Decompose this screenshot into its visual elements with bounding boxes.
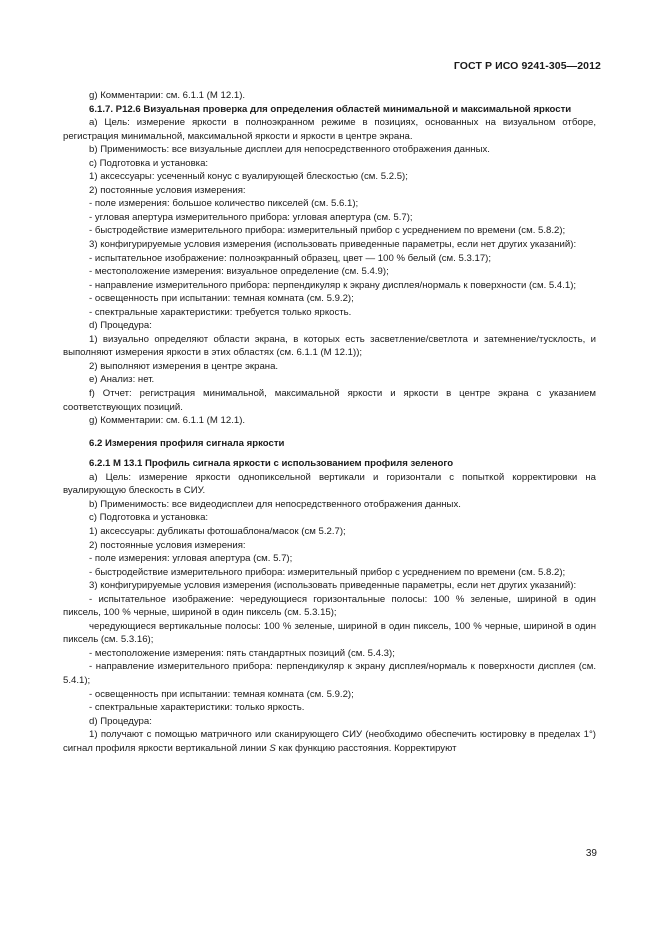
paragraph: 3) конфигурируемые условия измерения (использовать приведенные параметры, если нет других указаний):	[89, 580, 577, 592]
text-run: как функцию расстояния. Корректируют	[275, 742, 457, 754]
paragraph: 2) выполняют измерения в центре экрана.	[89, 360, 279, 372]
subsection-heading: 6.2.1 М 13.1 Профиль сигнала яркости с использованием профиля зеленого	[89, 458, 454, 470]
paragraph: - испытательное изображение: чередующиеся горизонтальные полосы: 100 % зеленые, шириной в один пиксель, 100 % черные, шириной в один пиксель (см. 5.3.15);	[63, 593, 596, 619]
paragraph: c) Подготовка и установка:	[89, 157, 209, 169]
paragraph: e) Анализ: нет.	[89, 374, 155, 386]
paragraph: - быстродействие измерительного прибора: измерительный прибор с усреднением по времени (см. 5.8.2);	[89, 225, 566, 237]
paragraph: - поле измерения: угловая апертура (см. 5.7);	[89, 553, 293, 565]
paragraph: - быстродействие измерительного прибора: измерительный прибор с усреднением по времени (см. 5.8.2);	[89, 566, 566, 578]
paragraph: чередующиеся вертикальные полосы: 100 % зеленые, шириной в один пиксель, 100 % черные, шириной в один пиксель (см. 5.3.16);	[63, 620, 596, 646]
paragraph: d) Процедура:	[89, 320, 152, 332]
paragraph	[63, 728, 596, 755]
paragraph: a) Цель: измерение яркости однопиксельной вертикали и горизонтали с попыткой корректировки на вуалирующую блескость в СИУ.	[63, 471, 596, 497]
paragraph: 3) конфигурируемые условия измерения (использовать приведенные параметры, если нет других указаний):	[89, 239, 577, 251]
paragraph: b) Применимость: все видеодисплеи для непосредственного отображения данных.	[89, 498, 461, 510]
paragraph: 1) аксессуары: дубликаты фотошаблона/масок (см 5.2.7);	[89, 525, 346, 537]
paragraph: d) Процедура:	[89, 715, 152, 727]
paragraph: - спектральные характеристики: только яркость.	[89, 702, 305, 714]
paragraph: - освещенность при испытании: темная комната (см. 5.9.2);	[89, 293, 354, 305]
paragraph: - угловая апертура измерительного прибора: угловая апертура (см. 5.7);	[89, 211, 413, 223]
paragraph: f) Отчет: регистрация минимальной, максимальной яркости и яркости в центре экрана с указанием соответствующих позиций.	[63, 388, 596, 413]
document-header: ГОСТ Р ИСО 9241-305—2012	[453, 60, 601, 72]
paragraph: - направление измерительного прибора: перпендикуляр к экрану дисплея/нормаль к поверхности дисплея (см. 5.4.1);	[63, 661, 596, 686]
symbol-s: S	[269, 742, 276, 754]
paragraph: 1) аксессуары: усеченный конус с вуалирующей блескостью (см. 5.2.5);	[89, 171, 408, 183]
paragraph: 2) постоянные условия измерения:	[89, 539, 246, 551]
paragraph: - освещенность при испытании: темная комната (см. 5.9.2);	[89, 688, 354, 700]
paragraph: - поле измерения: большое количество пикселей (см. 5.6.1);	[89, 198, 359, 210]
paragraph: - местоположение измерения: пять стандартных позиций (см. 5.4.3);	[89, 647, 395, 659]
section-heading: 6.1.7. Р12.6 Визуальная проверка для определения областей минимальной и максимальной яркости	[89, 103, 572, 115]
paragraph: - местоположение измерения: визуальное определение (см. 5.4.9);	[89, 266, 389, 278]
paragraph: 2) постоянные условия измерения:	[89, 184, 246, 196]
paragraph: g) Комментарии: см. 6.1.1 (М 12.1).	[89, 90, 246, 101]
paragraph: - испытательное изображение: полноэкранный образец, цвет — 100 % белый (см. 5.3.17);	[89, 252, 492, 264]
section-heading: 6.2 Измерения профиля сигнала яркости	[89, 437, 285, 449]
paragraph: g) Комментарии: см. 6.1.1 (М 12.1).	[89, 415, 246, 427]
paragraph: - направление измерительного прибора: перпендикуляр к экрану дисплея/нормаль к поверхности (см. 5.4.1);	[89, 279, 577, 291]
page-number: 39	[585, 848, 597, 859]
paragraph: 1) визуально определяют области экрана, в которых есть засветление/светлота и затемнение/тусклость, и выполняют измерения яркости в этих областях (см. 6.1.1 (М 12.1));	[63, 333, 596, 359]
paragraph: c) Подготовка и установка:	[89, 512, 209, 524]
paragraph: a) Цель: измерение яркости в полноэкранном режиме в позициях, основанных на визуальном отборе, регистрация минимальной, максимальной яркости и яркости в центре экрана.	[63, 117, 596, 142]
paragraph: b) Применимость: все визуальные дисплеи для непосредственного отображения данных.	[89, 144, 490, 156]
paragraph: - спектральные характеристики: требуется только яркость.	[89, 306, 352, 318]
document-body	[63, 89, 596, 755]
text-run: 1) получают с помощью матричного или сканирующего СИУ (необходимо обеспечить юстировку в пределах 1°) сигнал профиля яркости вертикальной линии	[63, 729, 596, 754]
